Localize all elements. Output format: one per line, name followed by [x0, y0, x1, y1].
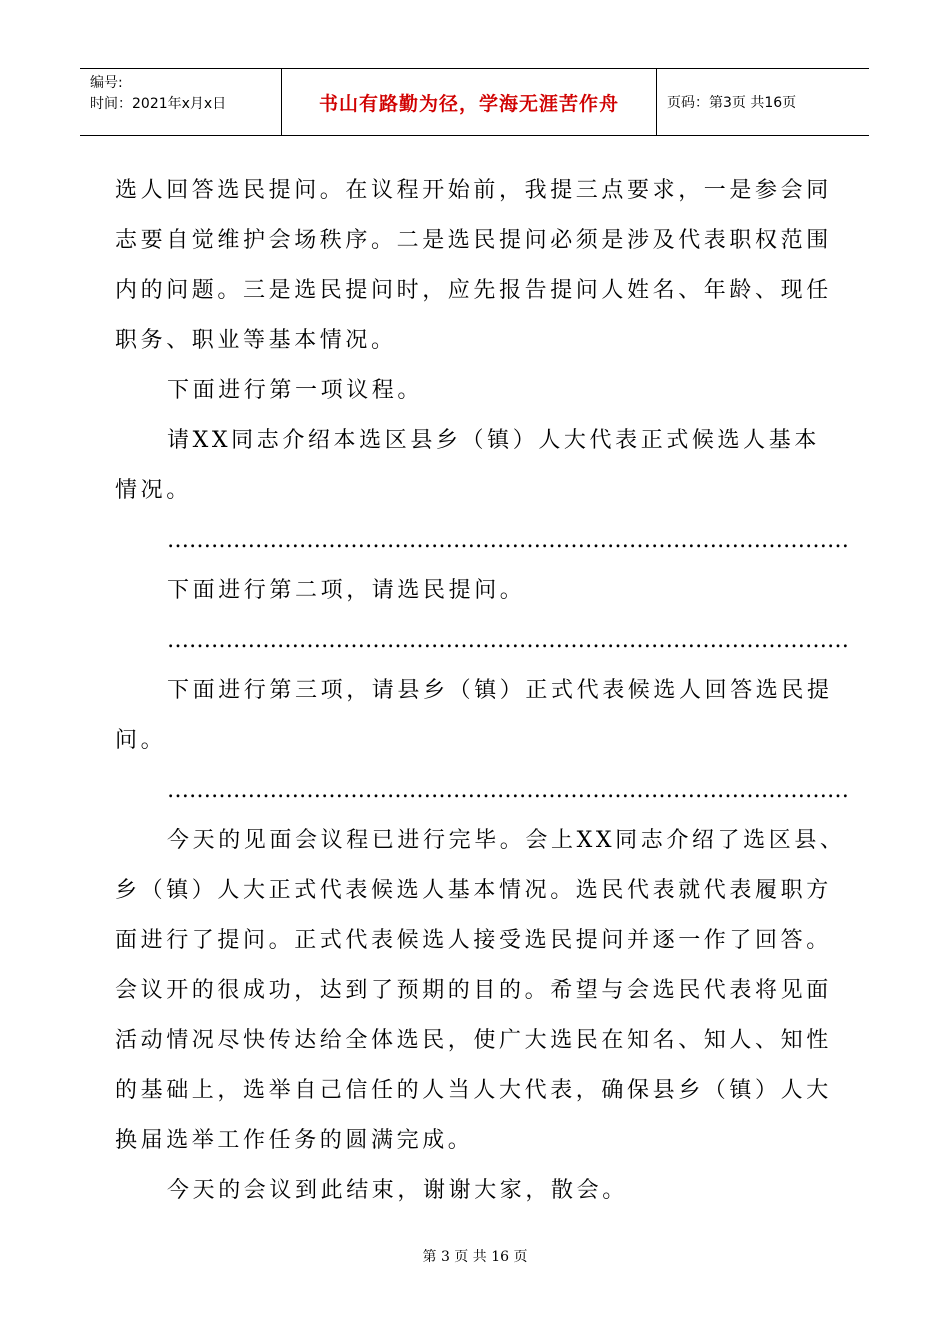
- body-line: 的基础上，选举自己信任的人当人大代表，确保县乡（镇）人大: [115, 1078, 832, 1103]
- header-motto: 书山有路勤为径，学海无涯苦作舟: [282, 69, 657, 135]
- body-line: 会议开的很成功，达到了预期的目的。希望与会选民代表将见面: [115, 978, 832, 1003]
- body-line: 活动情况尽快传达给全体选民，使广大选民在知名、知人、知性: [115, 1028, 832, 1053]
- body-line: 问。: [115, 728, 167, 753]
- body-line: 换届选举工作任务的圆满完成。: [115, 1128, 474, 1153]
- document-number-label: 编号:: [90, 75, 123, 91]
- body-line: 职务、职业等基本情况。: [115, 328, 397, 353]
- body-line: 志要自觉维护会场秩序。二是选民提问必须是涉及代表职权范围: [115, 228, 832, 253]
- header-page-info: 页码：第3页 共16页: [667, 95, 797, 111]
- body-line: 今天的会议到此结束，谢谢大家，散会。: [167, 1178, 628, 1203]
- body-line: 下面进行第三项，请县乡（镇）正式代表候选人回答选民提: [167, 678, 833, 703]
- body-line: 乡（镇）人大正式代表候选人基本情况。选民代表就代表履职方: [115, 878, 832, 903]
- ellipsis-line: …………………………………………………………………………………: [167, 528, 849, 553]
- ellipsis-line: …………………………………………………………………………………: [167, 628, 849, 653]
- document-body: [115, 166, 849, 1216]
- body-line: 下面进行第一项议程。: [167, 378, 424, 403]
- page-header: [80, 68, 869, 136]
- body-line: 下面进行第二项，请选民提问。: [167, 578, 526, 603]
- document-date-label: 时间：2021年x月x日: [90, 96, 227, 112]
- body-line: 选人回答选民提问。在议程开始前，我提三点要求，一是参会同: [115, 178, 832, 203]
- page-footer: 第 3 页 共 16 页: [422, 1249, 528, 1265]
- body-line: 情况。: [115, 478, 192, 503]
- body-line: 面进行了提问。正式代表候选人接受选民提问并逐一作了回答。: [115, 928, 832, 953]
- body-line: 请XX同志介绍本选区县乡（镇）人大代表正式候选人基本: [167, 428, 820, 453]
- ellipsis-line: …………………………………………………………………………………: [167, 778, 849, 803]
- body-line: 内的问题。三是选民提问时，应先报告提问人姓名、年龄、现任: [115, 278, 832, 303]
- header-meta: [80, 69, 282, 135]
- body-line: 今天的见面会议程已进行完毕。会上XX同志介绍了选区县、: [167, 828, 846, 853]
